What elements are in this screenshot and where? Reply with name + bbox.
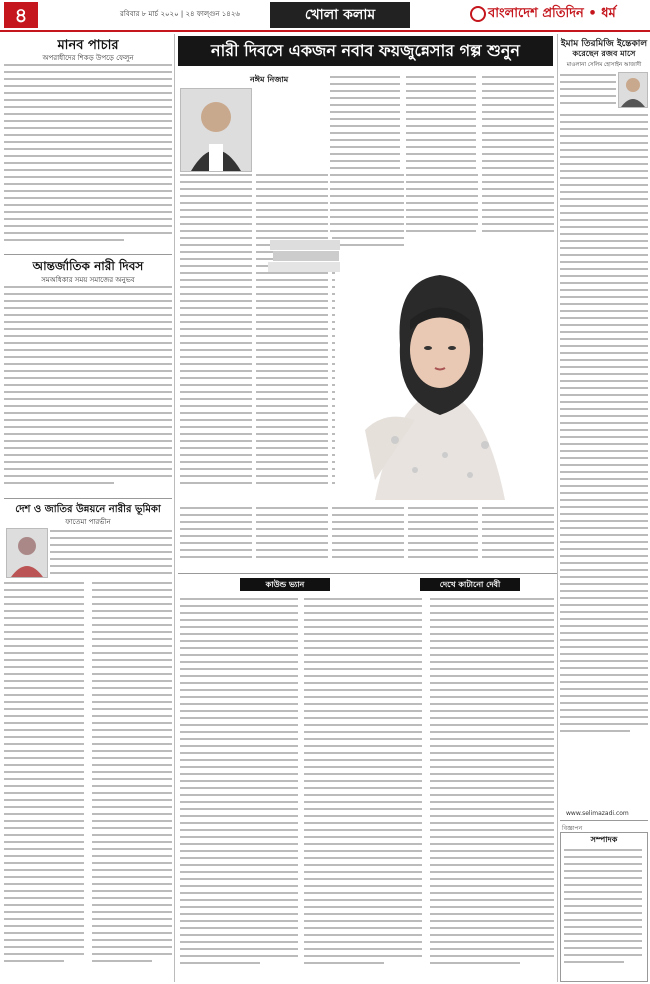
woman-portrait-icon — [335, 250, 545, 500]
page-number: ৪ — [4, 2, 38, 28]
ad-label: বিজ্ঞাপন — [562, 825, 583, 832]
main-body-lower — [180, 505, 554, 570]
cartoon-title: কাউন্ড ভ্যান — [240, 578, 330, 591]
text-lines — [330, 74, 554, 244]
books-icon — [265, 236, 345, 276]
right-subtitle: করেছেন রজব মাসে — [572, 49, 636, 58]
portrait-illustration — [335, 250, 545, 500]
right-intro — [560, 72, 616, 112]
text-lines — [560, 112, 648, 762]
author-photo — [6, 528, 48, 578]
main-body-upper — [330, 74, 554, 244]
column-divider — [174, 34, 175, 982]
divider — [560, 820, 648, 821]
author-photo — [180, 88, 252, 172]
left-top-title: মানব পাচার — [57, 38, 119, 53]
text-lines — [50, 528, 172, 578]
person-icon — [619, 73, 647, 107]
author-website[interactable]: www.selimazadi.com — [566, 810, 629, 817]
books-illustration — [265, 236, 345, 276]
left-bottom-intro — [50, 528, 172, 578]
left-mid-title: আন্তর্জাতিক নারী দিবস — [32, 259, 144, 273]
text-lines — [561, 846, 645, 976]
left-bottom-author: ফাতেমা পারভীন — [65, 518, 111, 526]
right-title: ইমাম তিরমিজি ইন্তেকাল — [560, 39, 648, 49]
left-mid-body — [4, 284, 172, 494]
brand-name: বাংলাদেশ প্রতিদিন — [488, 6, 584, 21]
left-top-kicker: অপরাধীদের শিকড় উপড়ে ফেলুন — [42, 54, 134, 62]
brand-suffix: • ধর্ম — [588, 6, 616, 21]
person-icon — [7, 529, 47, 577]
right-body — [560, 112, 648, 762]
left-bottom-title: দেশ ও জাতির উন্নয়নে নারীর ভূমিকা — [15, 504, 161, 515]
left-bottom-body — [4, 580, 172, 980]
right-author: মাওলানা সেলিম হোসাইন আজাদী — [566, 62, 642, 68]
divider — [178, 573, 558, 574]
text-lines — [4, 580, 172, 980]
left-top-body — [4, 62, 172, 252]
main-headline: নারী দিবসে একজন নবাব ফয়জুন্নেসার গল্প শুনুন — [178, 36, 553, 66]
left-mid-kicker: সমঅধিকার সময় সমাজের অনুভব — [41, 276, 135, 284]
issue-date: রবিবার ৮ মার্চ ২০২০ | ২৪ ফাল্গুন ১৪২৬ — [120, 10, 240, 18]
lower-body — [180, 596, 554, 982]
brand-emblem-icon — [470, 6, 486, 22]
sidebar-box-title: সম্পাদক — [561, 833, 647, 846]
brand-logo — [470, 4, 616, 25]
text-lines — [180, 505, 554, 570]
divider — [4, 254, 172, 255]
header-rule — [0, 30, 650, 32]
divider — [4, 498, 172, 499]
person-icon — [181, 89, 251, 171]
text-lines — [4, 284, 172, 494]
column-divider — [557, 34, 558, 982]
text-lines — [4, 62, 172, 252]
text-lines — [180, 596, 554, 982]
section-title: খোলা কলাম — [270, 2, 410, 28]
text-lines — [560, 72, 616, 112]
main-byline: নঈম নিজাম — [250, 75, 289, 84]
cartoon-subtitle: দেখে কাটানো দেবী — [420, 578, 520, 591]
author-photo — [618, 72, 648, 108]
sidebar-box — [560, 832, 648, 982]
